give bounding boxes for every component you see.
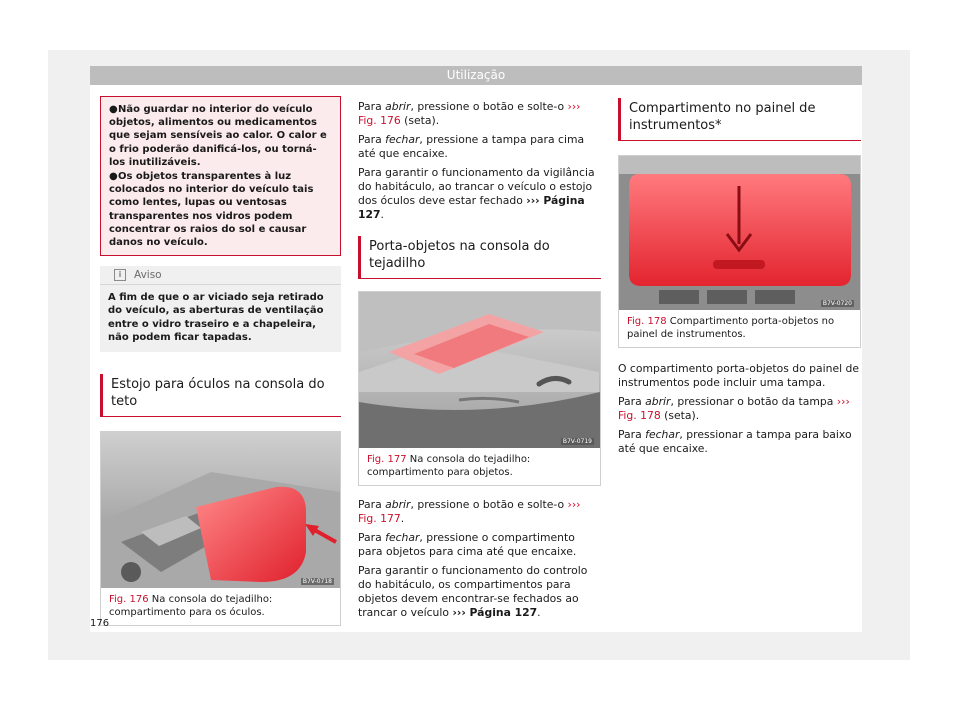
warning-item: ●Os objetos transparentes à luz colocados no interior do veículo tais como lentes, lupas ou ventosas transparentes nos vidros podem concentrar os raios do sol e causar danos no veículo.	[109, 171, 314, 249]
column-right	[618, 98, 861, 461]
paragraph: Para fechar, pressionar a tampa para baixo até que encaixe.	[618, 428, 852, 455]
dash-text	[618, 362, 861, 456]
paragraph: Para garantir o funcionamento da vigilância do habitáculo, ao trancar o veículo o estojo dos óculos deve estar fechado ››› Página 127.	[358, 166, 595, 221]
caption-text: Compartimento porta-objetos no painel de instrumentos.	[627, 316, 835, 340]
note-text: A fim de que o ar viciado seja retirado do veículo, as aberturas de ventilação entre o vidro traseiro e a chapeleira, não podem ficar tapadas.	[108, 292, 324, 343]
paragraph: Para abrir, pressionar o botão da tampa ››› Fig. 178 (seta).	[618, 395, 850, 422]
note-label: Aviso	[134, 269, 162, 282]
figure-caption	[359, 448, 600, 485]
paragraph: O compartimento porta-objetos do painel de instrumentos pode incluir uma tampa.	[618, 362, 860, 389]
warning-box	[100, 96, 341, 256]
figure-number: Fig. 177	[367, 454, 407, 465]
info-icon: i	[114, 269, 126, 281]
caption-text: Na consola do tejadilho: compartimento para os óculos.	[109, 594, 273, 619]
warning-item: ●Não guardar no interior do veículo objetos, alimentos ou medicamentos que sejam sensíveis ao calor. O calor e o frio poderão danificá-los, ou torná-los inutilizáveis.	[109, 104, 327, 168]
paragraph: Para garantir o funcionamento do controlo do habitáculo, os compartimentos para objetos devem encontrar-se fechados ao trancar o veículo ››› Página 127.	[358, 564, 588, 619]
figure-176	[100, 431, 341, 626]
figure-image	[359, 292, 600, 448]
figure-code: B7V-0719	[562, 438, 592, 445]
page-number: 176	[90, 618, 110, 629]
figure-number: Fig. 178	[627, 316, 667, 327]
section-title-roof: Porta-objetos na consola do tejadilho	[358, 236, 601, 279]
page-link[interactable]: ››› Página 127	[358, 194, 585, 221]
figure-177	[358, 291, 601, 486]
column-middle	[358, 100, 601, 625]
figure-number: Fig. 176	[109, 594, 149, 606]
bullet-icon: ●	[109, 171, 118, 183]
roof-console-illustration	[101, 432, 340, 588]
caption-text: Na consola do tejadilho: compartimento para objetos.	[367, 454, 531, 478]
figure-code: B7V-0718	[302, 578, 332, 586]
paragraph: Para fechar, pressione a tampa para cima até que encaixe.	[358, 133, 585, 160]
figure-link[interactable]: ››› Fig. 178	[618, 395, 850, 422]
figure-code: B7V-0720	[822, 300, 852, 307]
figure-caption	[101, 588, 340, 625]
figure-178	[618, 155, 861, 348]
section-title-dash: Compartimento no painel de instrumentos*	[618, 98, 861, 141]
roof-storage-illustration	[359, 292, 600, 448]
figure-link[interactable]: ››› Fig. 177	[358, 498, 581, 525]
chapter-header: Utilização	[90, 66, 862, 85]
glasses-text	[358, 100, 601, 222]
paragraph: Para abrir, pressione o botão e solte-o ››› Fig. 176 (seta).	[358, 100, 581, 127]
figure-image	[101, 432, 340, 588]
figure-image	[619, 156, 860, 310]
page-link[interactable]: ››› Página 127	[452, 606, 538, 619]
paragraph: Para fechar, pressione o compartimento para objetos para cima até que encaixe.	[358, 531, 577, 558]
note-header	[100, 266, 341, 285]
column-left	[100, 96, 341, 626]
figure-caption	[619, 310, 860, 347]
dash-compartment-illustration	[619, 156, 860, 310]
paragraph: Para abrir, pressione o botão e solte-o ››› Fig. 177.	[358, 498, 581, 525]
manual-page	[90, 66, 862, 632]
bullet-icon: ●	[109, 104, 118, 115]
note-box	[100, 266, 341, 352]
figure-link[interactable]: ››› Fig. 176	[358, 100, 581, 127]
roof-text	[358, 498, 601, 620]
section-title-glasses: Estojo para óculos na consola do teto	[100, 374, 341, 417]
